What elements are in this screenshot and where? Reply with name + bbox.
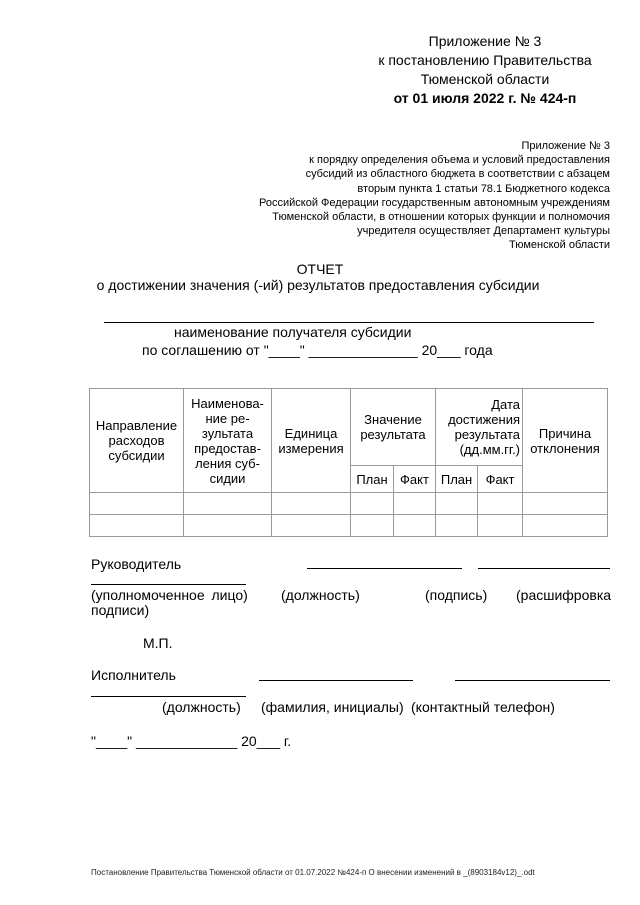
- table-cell: [478, 515, 523, 537]
- executor-position-line: [259, 680, 413, 681]
- head-position-line: [307, 568, 462, 569]
- fact-header: Факт: [394, 466, 436, 493]
- head-caption-decode-2: подписи): [91, 602, 150, 618]
- header-main-line2: к постановлению Правительства: [378, 52, 592, 68]
- header-sub-line: Российской Федерации государственным автономным учреждениям: [259, 196, 610, 209]
- table-cell: [436, 493, 478, 515]
- header-main-line3: Тюменской области: [420, 71, 550, 87]
- table-cell: [90, 515, 184, 537]
- table-cell: [272, 493, 351, 515]
- head-signature-line: [478, 568, 610, 569]
- table-row: [90, 515, 608, 537]
- head-caption-position: (должность): [281, 587, 360, 603]
- table-cell: [394, 493, 436, 515]
- header-sub: [190, 139, 610, 253]
- plan-header: План: [436, 466, 478, 493]
- executor-label: Исполнитель: [91, 667, 176, 683]
- executor-caption-phone: (контактный телефон): [411, 699, 555, 715]
- executor-caption-name: (фамилия, инициалы): [261, 699, 404, 715]
- date-line: "____" _____________ 20___ г.: [91, 733, 292, 749]
- table-cell: [478, 493, 523, 515]
- header-sub-line: Тюменской области, в отношении которых функции и полномочия: [272, 211, 610, 224]
- executor-name-line: [91, 696, 246, 697]
- col-date-header: Дата достижения результата (дд.мм.гг.): [436, 389, 523, 466]
- head-caption-person: (уполномоченное лицо): [91, 587, 248, 603]
- header-sub-line: Приложение № 3: [521, 140, 610, 152]
- col-unit-header: Единица измерения: [272, 389, 351, 493]
- head-caption-decode: (расшифровка: [516, 587, 612, 603]
- table-cell: [351, 493, 394, 515]
- header-sub-line: вторым пункта 1 статьи 78.1 Бюджетного кодекса: [357, 182, 610, 195]
- head-person-line: [91, 584, 246, 585]
- stamp-label: М.П.: [143, 635, 173, 651]
- col-result-name-header: Наименова-ние ре-зультата предостав-ления суб-сидии: [184, 389, 272, 493]
- executor-phone-line: [455, 680, 610, 681]
- report-table: [89, 388, 608, 537]
- col-reason-header: Причина отклонения: [523, 389, 608, 493]
- table-cell: [351, 515, 394, 537]
- recipient-label: наименование получателя субсидии: [174, 324, 412, 340]
- table-row: [90, 493, 608, 515]
- table-cell: [394, 515, 436, 537]
- plan-header: План: [351, 466, 394, 493]
- table-cell: [184, 515, 272, 537]
- header-sub-line: учредителя осуществляет Департамент культуры: [357, 225, 610, 238]
- head-label: Руководитель: [91, 556, 182, 572]
- header-main-line1: Приложение № 3: [428, 33, 542, 49]
- table-cell: [272, 515, 351, 537]
- table-cell: [523, 493, 608, 515]
- header-sub-line: субсидий из областного бюджета в соответствии с абзацем: [305, 168, 610, 181]
- report-title: ОТЧЕТ: [296, 261, 344, 277]
- header-main-line4: от 01 июля 2022 г. № 424-п: [393, 90, 577, 106]
- fact-header: Факт: [478, 466, 523, 493]
- table-cell: [184, 493, 272, 515]
- header-sub-line: к порядку определения объема и условий предоставления: [309, 154, 610, 167]
- recipient-line: [104, 322, 594, 323]
- header-sub-line: Тюменской области: [508, 239, 610, 252]
- head-caption-signature: (подпись): [425, 587, 488, 603]
- header-main: [330, 32, 640, 108]
- table-cell: [90, 493, 184, 515]
- table-cell: [523, 515, 608, 537]
- agreement-line: по соглашению от "____" ______________ 20___ года: [142, 342, 493, 358]
- table-cell: [436, 515, 478, 537]
- col-direction-header: Направление расходов субсидии: [90, 389, 184, 493]
- col-value-header: Значение результата: [351, 389, 436, 466]
- executor-caption-position: (должность): [162, 699, 241, 715]
- document-footer: Постановление Правительства Тюменской области от 01.07.2022 №424-п О внесении изменений в _(8903184v12)_.odt: [91, 868, 535, 877]
- report-subtitle: о достижении значения (-ий) результатов предоставления субсидии: [96, 277, 540, 293]
